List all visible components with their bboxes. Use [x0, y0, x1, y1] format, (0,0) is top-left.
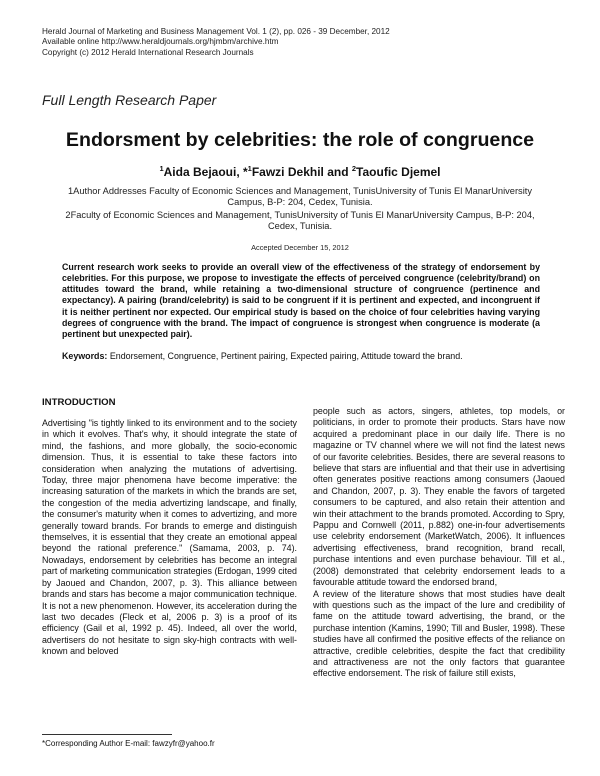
affiliation-2: 2Faculty of Economic Sciences and Management, TunisUniversity of Tunis El ManarUniversity Campus, B-P: 204, Cedex, Tunisia.	[65, 209, 535, 231]
author-1-affiliation-mark: 1	[159, 164, 164, 173]
corresponding-author-footnote: *Corresponding Author E-mail: fawzyfr@yahoo.fr	[42, 739, 215, 748]
body-paragraph: people such as actors, singers, athletes, top models, or politicians, in order to promote their products. Stars have now acquired a predominant place in our daily life. There is no magazine or TV channel where we will not find the latest news of our favorite celebrities. Besides, there are several reasons to believe that stars are influential and that their use in advertising often generates positive reactions among consumers (Jaoued and Chandon, 2007, p. 3). They enable the favors of targeted consumers to be captured, and also retain their attention and win their attachment to the brands promoted. According to Spry, Pappu and Cornwell (2011, p.882) one-in-four advertisements use celebrity endorsement (MarketWatch, 2006). It influences advertising effectiveness, brand recognition, brand recall, purchase intentions and even purchase behaviour. Till et al., (2008) demonstrated that celebrity endorsement leads to a favourable attitude toward the endorsed brand,	[313, 406, 565, 588]
author-1: Aida Bejaoui, *	[163, 165, 248, 179]
author-3-affiliation-mark: 2	[351, 164, 357, 173]
author-3: Taoufic Djemel	[356, 165, 441, 179]
body-paragraph: A review of the literature shows that most studies have dealt with questions such as the impact of the lure and credibility of fame on the attitude toward advertising, the brand, or the purchase intention (Kamins, 1990; Till and Busler, 1998). These studies have all confirmed the positive effects of the reliance on attractive, credible celebrities, despite the fact that credibility and attractiveness are not the only factors that guarantee effective endorsement. The risk of failure still exists,	[313, 588, 565, 679]
paper-title: Endorsment by celebrities: the role of congruence	[65, 129, 535, 151]
journal-citation: Herald Journal of Marketing and Business Management Vol. 1 (2), pp. 026 - 39 December, 2012	[42, 27, 390, 36]
author-2: Fawzi Dekhil and	[251, 165, 352, 179]
online-availability: Available online http://www.heraldjournals.org/hjmbm/archive.htm	[42, 37, 279, 47]
keywords	[62, 351, 542, 361]
keywords-list: Endorsement, Congruence, Pertinent pairing, Expected pairing, Attitude toward the brand.	[107, 351, 463, 361]
footnote-divider	[42, 734, 172, 735]
abstract: Current research work seeks to provide an overall view of the effectiveness of the strategy of endorsement by celebrities. For this purpose, we propose to investigate the effects of perceived congruence (celebrity/brand) on attitudes toward the brand, while retaining a two-dimensional structure of congruence (pertinence and expectancy). A pairing (brand/celebrity) is said to be congruent if it is pertinent and expected, and incongruent if it is neither pertinent nor expected. Our empirical study is based on the choice of four celebrities having varying degrees of congruence with the brand. The impact of congruence is strongest when congruence is moderate (a pertinent but unexpected pair).	[62, 262, 540, 339]
body-paragraph: Advertising "is tightly linked to its environment and to the society in which it evolves. That's why, it should integrate the state of mind, the fashions, and more globally, the socio-economic dimension. Thus, it is essential to take these factors into consideration when analyzing the mutations of advertising. Today, three major phenomena have become imperative: the increasing saturation of the markets in which the brands are set, the congestion of the media advertizing landscape, and finally, the consumer's maturity when it comes to advertizing, and more generally toward brands. For brands to emerge and distinguish themselves, it is essential that they create an emotional appeal beyond the rational preference." (Samama, 2003, p. 74). Nowadays, endorsement by celebrities has become an integral part of marketing communication strategies (Erdogan, 1999 cited by Jaoued and Chandon, 2007, p. 3). This alliance between brands and stars has become a major communication technique. It is not a new phenomenon. However, its acceleration during the last two decades (Fleck et al, 2006 p. 3) is a proof of its efficiency (Gail et al, 1992 p. 45). Indeed, all over the world, advertisers do not hesitate to sign sky-high contracts with well-known and beloved	[42, 418, 297, 657]
paper-type: Full Length Research Paper	[42, 92, 217, 108]
journal-header	[42, 27, 562, 58]
copyright-notice: Copyright (c) 2012 Herald International Research Journals	[42, 47, 254, 57]
keywords-label: Keywords:	[62, 351, 108, 361]
author-2-affiliation-mark: 1	[247, 164, 252, 173]
affiliation-1: 1Author Addresses Faculty of Economic Sciences and Management, TunisUniversity of Tunis El ManarUniversity Campus, B-P: 204, Cedex, Tunisia.	[67, 186, 533, 208]
section-heading-introduction: INTRODUCTION	[42, 397, 116, 408]
accepted-date: Accepted December 15, 2012	[251, 243, 349, 252]
affiliations	[50, 186, 550, 233]
body-column-left	[42, 418, 297, 658]
body-column-right	[313, 406, 565, 680]
author-list	[0, 164, 600, 179]
